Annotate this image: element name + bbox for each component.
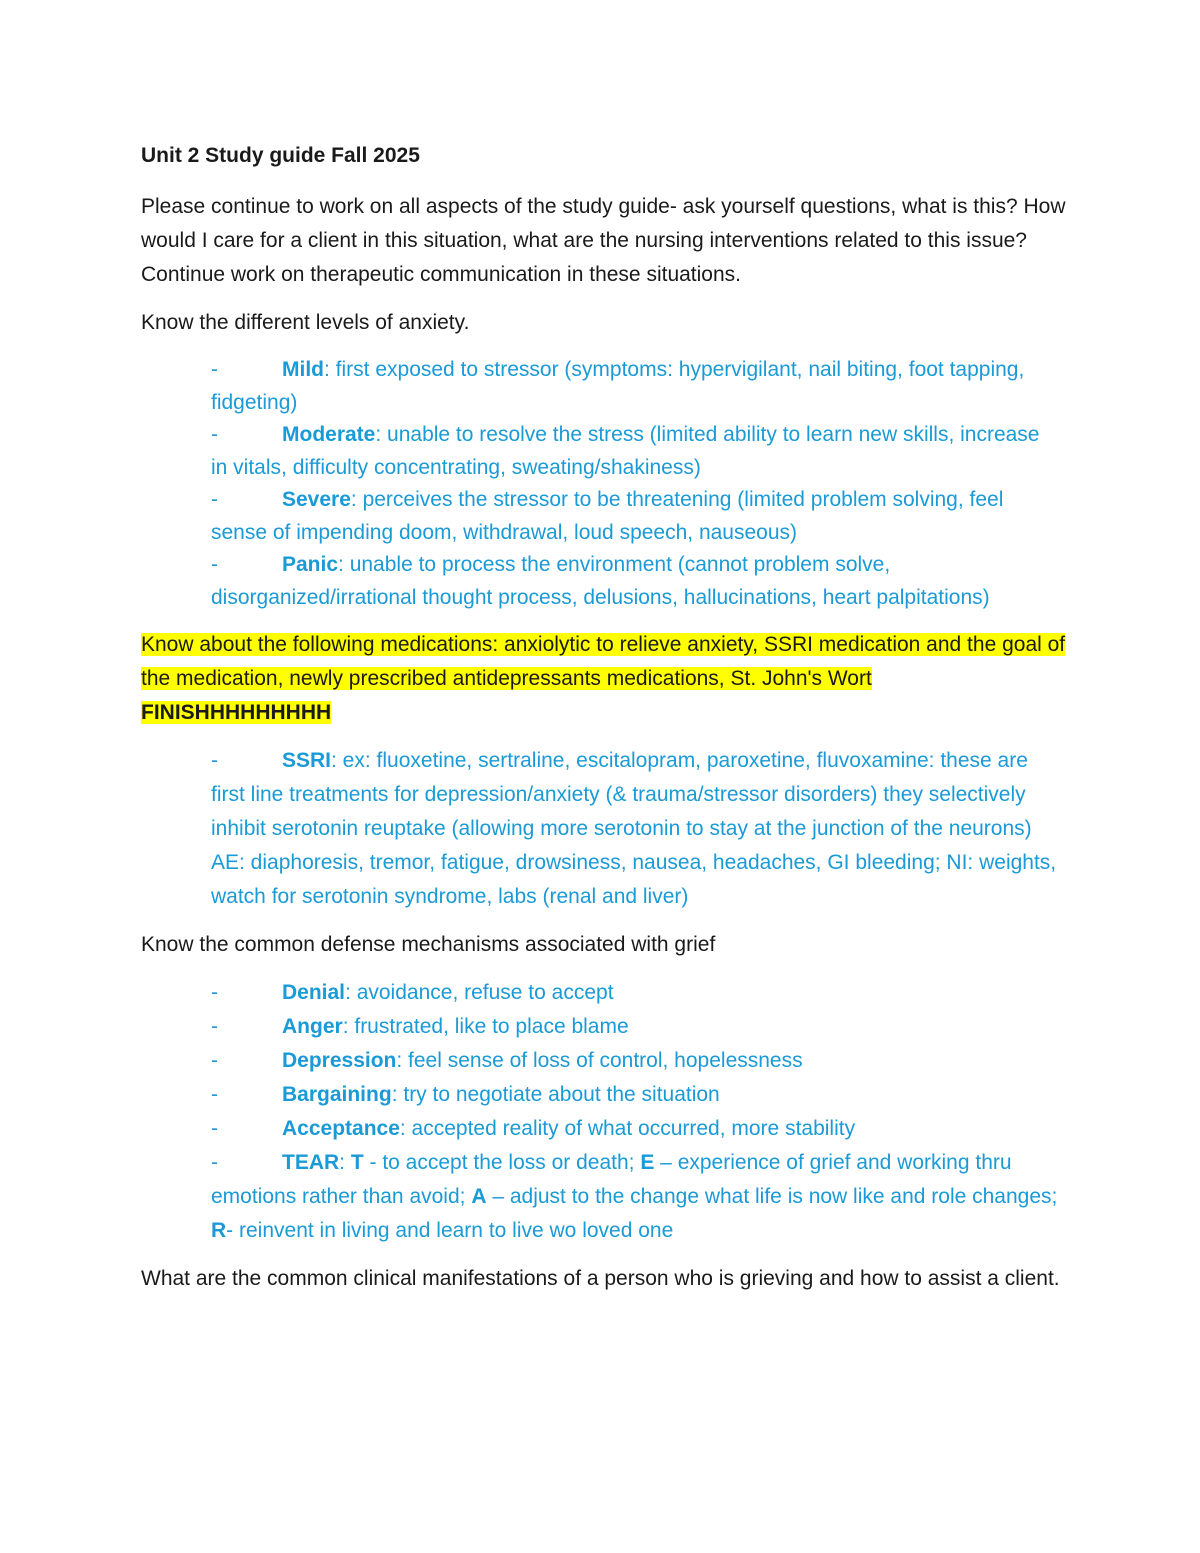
list-item bbox=[211, 549, 1061, 614]
list-item bbox=[211, 744, 1061, 914]
list-dash: - bbox=[211, 1049, 218, 1072]
grief-list bbox=[211, 976, 1061, 1248]
medications-heading bbox=[141, 628, 1066, 730]
list-dash: - bbox=[211, 488, 218, 511]
list-term: Panic bbox=[282, 553, 339, 576]
list-text: : unable to resolve the stress (limited ability to learn new skills, increase in vitals, difficulty concentrating, sweating/shakiness) bbox=[211, 423, 1040, 479]
list-text: : frustrated, like to place blame bbox=[342, 1015, 629, 1038]
anxiety-levels-list bbox=[211, 354, 1061, 614]
list-text: : avoidance, refuse to accept bbox=[345, 981, 614, 1004]
tear-colon: : bbox=[339, 1151, 351, 1174]
tear-letter-e: E bbox=[640, 1151, 655, 1174]
list-term: Severe bbox=[282, 488, 351, 511]
list-item bbox=[211, 1078, 1061, 1112]
highlighted-bold-text: FINISHHHHHHHHH bbox=[141, 701, 332, 724]
list-dash: - bbox=[211, 1117, 218, 1140]
list-item bbox=[211, 1010, 1061, 1044]
list-term: Bargaining bbox=[282, 1083, 392, 1106]
anxiety-heading: Know the different levels of anxiety. bbox=[141, 311, 470, 334]
list-item bbox=[211, 976, 1061, 1010]
list-dash: - bbox=[211, 358, 218, 381]
list-term: Mild bbox=[282, 358, 324, 381]
tear-item bbox=[211, 1146, 1061, 1248]
tear-letter-a: A bbox=[471, 1185, 487, 1208]
tear-text-t: - to accept the loss or death; bbox=[363, 1151, 641, 1174]
tear-letter-r: R bbox=[211, 1219, 227, 1242]
list-text: : perceives the stressor to be threatening (limited problem solving, feel sense of impending doom, withdrawal, loud speech, nauseous) bbox=[211, 488, 1004, 544]
list-text: : try to negotiate about the situation bbox=[391, 1083, 720, 1106]
list-item bbox=[211, 484, 1061, 549]
list-term: TEAR bbox=[282, 1151, 340, 1174]
list-term: Depression bbox=[282, 1049, 397, 1072]
highlighted-text: Know about the following medications: anxiolytic to relieve anxiety, SSRI medication and the goal of the medication, newly prescribed antidepressants medications, St. John's Wort bbox=[141, 633, 1066, 690]
list-dash: - bbox=[211, 1015, 218, 1038]
tear-text-r: - reinvent in living and learn to live wo loved one bbox=[226, 1219, 674, 1242]
intro-paragraph: Please continue to work on all aspects of the study guide- ask yourself questions, what is this? How would I care for a client in this situation, what are the nursing interventions related to this issue? Continue work on therapeutic communication in these situations. bbox=[141, 195, 1066, 286]
list-dash: - bbox=[211, 981, 218, 1004]
list-dash: - bbox=[211, 1083, 218, 1106]
grief-heading: Know the common defense mechanisms associated with grief bbox=[141, 933, 716, 956]
list-text: : ex: fluoxetine, sertraline, escitalopram, paroxetine, fluvoxamine: these are first line treatments for depression/anxiety (& trauma/stressor disorders) they selectively inhibit serotonin reuptake (allowing more serotonin to stay at the junction of the neurons) AE: diaphoresis, tremor, fatigue, drowsiness, nausea, headaches, GI bleeding; NI: weights, watch for serotonin syndrome, labs (renal and liver) bbox=[211, 749, 1057, 908]
list-dash: - bbox=[211, 1151, 218, 1174]
doc-title: Unit 2 Study guide Fall 2025 bbox=[141, 144, 420, 167]
list-text: : unable to process the environment (cannot problem solve, disorganized/irrational thought process, delusions, hallucinations, heart palpitations) bbox=[211, 553, 990, 609]
list-item bbox=[211, 419, 1061, 484]
list-text: : first exposed to stressor (symptoms: hypervigilant, nail biting, foot tapping, fidgeting) bbox=[211, 358, 1025, 414]
list-item bbox=[211, 1112, 1061, 1146]
list-text: : feel sense of loss of control, hopelessness bbox=[396, 1049, 803, 1072]
manifestations-heading: What are the common clinical manifestations of a person who is grieving and how to assist a client. bbox=[141, 1267, 1060, 1290]
list-term: Acceptance bbox=[282, 1117, 400, 1140]
tear-text-e: – experience of grief and working thru emotions rather than avoid; bbox=[211, 1151, 1012, 1208]
list-term: Anger bbox=[282, 1015, 343, 1038]
list-dash: - bbox=[211, 553, 218, 576]
list-item bbox=[211, 1044, 1061, 1078]
list-term: Denial bbox=[282, 981, 346, 1004]
list-text: : accepted reality of what occurred, more stability bbox=[399, 1117, 856, 1140]
medications-list bbox=[211, 744, 1061, 914]
list-dash: - bbox=[211, 749, 218, 772]
tear-letter-t: T bbox=[350, 1151, 364, 1174]
list-term: Moderate bbox=[282, 423, 376, 446]
tear-text-a: – adjust to the change what life is now like and role changes; bbox=[486, 1185, 1058, 1208]
document-body bbox=[141, 141, 1066, 1310]
list-item bbox=[211, 354, 1061, 419]
list-dash: - bbox=[211, 423, 218, 446]
list-term: SSRI bbox=[282, 749, 332, 772]
